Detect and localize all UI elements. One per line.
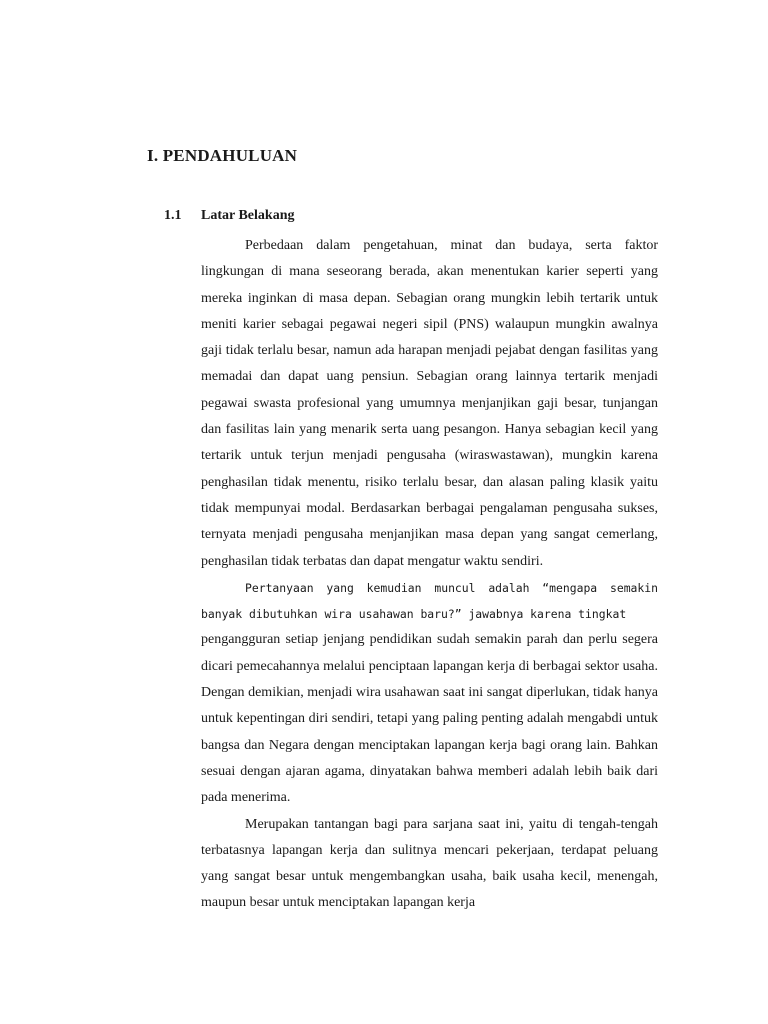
section-heading [164,208,294,224]
chapter-title: I. PENDAHULUAN [147,146,298,165]
paragraph-1: Perbedaan dalam pengetahuan, minat dan budaya, serta faktor lingkungan di mana seseorang berada, akan menentukan karier seperti yang mereka inginkan di masa depan. Sebagian orang mungkin lebih tertarik untuk meniti karier sebagai pegawai negeri sipil (PNS) walaupun mungkin awalnya gaji tidak terlalu besar, namun ada harapan menjadi pejabat dengan fasilitas yang memadai dan dapat uang pensiun. Sebagian orang lainnya tertarik menjadi pegawai swasta profesional yang umumnya menjanjikan gaji besar, tunjangan dan fasilitas lain yang menarik serta uang pesangon. Hanya sebagian kecil yang tertarik untuk terjun menjadi pengusaha (wiraswastawan), mungkin karena penghasilan tidak menentu, risiko terlalu besar, dan alasan paling klasik yaitu tidak mempunyai modal. Berdasarkan berbagai pengalaman pengusaha sukses, ternyata menjadi pengusaha menjanjikan masa depan yang sangat cemerlang, penghasilan tidak terbatas dan dapat mengatur waktu sendiri. [201,238,658,569]
paragraph-3: Merupakan tantangan bagi para sarjana saat ini, yaitu di tengah-tengah terbatasnya lapangan kerja dan sulitnya mencari pekerjaan, terdapat peluang yang sangat besar untuk mengembangkan usaha, baik usaha kecil, menengah, maupun besar untuk menciptakan lapangan kerja [201,816,658,911]
paragraph-2-continued: pengangguran setiap jenjang pendidikan sudah semakin parah dan perlu segera dicari pemecahannya melalui penciptaan lapangan kerja di berbagai sektor usaha. Dengan demikian, menjadi wira usahawan saat ini sangat diperlukan, tidak hanya untuk kepentingan diri sendiri, tetapi yang paling penting adalah mengabdi untuk bangsa dan Negara dengan menciptakan lapangan kerja bagi orang lain. Bahkan sesuai dengan ajaran agama, dinyatakan bahwa memberi adalah lebih baik dari pada menerima. [201,632,658,806]
body-text [201,233,658,917]
section-number: 1.1 [164,208,182,223]
section-title: Latar Belakang [201,208,295,223]
paragraph-2: Pertanyaan yang kemudian muncul adalah “mengapa semakin banyak dibutuhkan wira usahawan baru?” jawabnya karena tingkat [201,580,658,622]
